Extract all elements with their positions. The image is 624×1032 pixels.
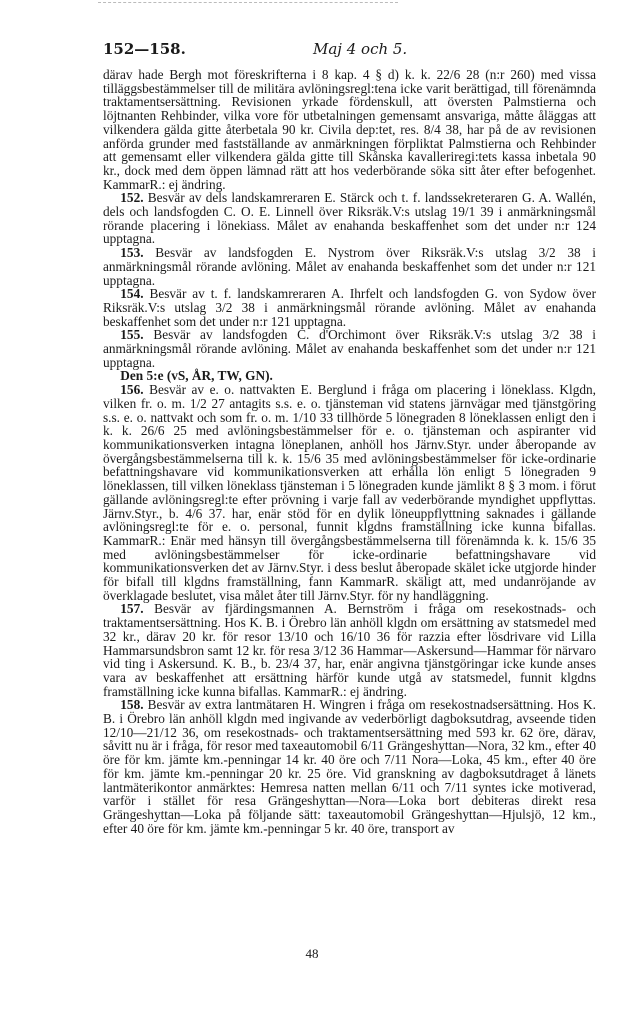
case-number: 155.: [120, 327, 144, 343]
case-paragraph: [103, 698, 596, 835]
continued-paragraph: [103, 68, 596, 191]
paragraph-text: därav hade Bergh mot föreskrifterna i 8 kap. 4 § d) k. k. 22/6 28 (n:r 260) med vissa tilläggsbestämmelser till de militära avlöningsregl:tena icke varit berättigad, till förenämnda traktamentsersättning. Revisionen yrkade fördenskull, att översten Palmstierna och löjtnanten Rehbinder, vilka vore för utbetalningen gemensamt ansvariga, måtte åläggas att vilkendera gälda gitte återbetala 90 kr. Civila dep:tet, res. 8/4 38, har på de av revisionen anförda grunder med fastställande av anmärkningen förpliktat Palmstierna och Rehbinder att gemensamt eller vilkendera gälda gitte till Skånska kavalleriregi:tets kassa inbetala 90 kr., dock med dem öppen lämnad rätt att hos vederbörande söka sitt åter efter befogenhet. KammarR.: ej ändring.: [103, 68, 596, 192]
paragraph-text: Besvär av landsfogden E. Nystrom över Riksräk.V:s utslag 3/2 38 i anmärkningsmål rörande avlöning. Målet av enahanda beskaffenhet som det under n:r 121 upptagna.: [103, 245, 596, 288]
paragraph-text: Besvär av t. f. landskamreraren A. Ihrfelt och landsfogden G. von Sydow över Riksräk.V:s utslag 3/2 38 i anmärkningsmål rörande avlöning. Målet av enahanda beskaffenhet som det under n:r 121 upptagna.: [103, 286, 596, 329]
paragraph-text: Besvär av e. o. nattvakten E. Berglund i fråga om placering i löneklass. Klgdn, vilken fr. o. m. 1/2 27 antagits s.s. e. o. tjänsteman vid statens järnvägar med tjänstgöring s.s. e. o. nattvakt och som fr. o. m. 1/10 33 tillhörde 5 lönegraden 8 löneklassen enligt den i k. k. 26/6 25 med avlöningsbestämmelser för e. o. tjänsteman och aspiranter vid kommunikationsverken intagna löneplanen, anhöll hos Järnv.Styr. under åberopande av övergångsbestämmelserna till k. k. 15/6 35 med avlöningsbestämmelser för icke-ordinarie befattningshavare vid kommunikationsverken att erhålla lön enligt 5 lönegraden 9 löneklassen, till vilken löneklass tjänsteman i 5 lönegraden kunde jämlikt 8 § 3 mom. i förut gällande avlöningsregl:te efter prövning i varje fall av vederbörande myndighet uppflyttas. Järnv.Styr., b. 4/6 37. har, enär stöd för en dylik löneuppflyttning saknades i gällande avlöningsregl:te för e. o. personal, funnit klgdns framställning icke kunna bifallas. KammarR.: Enär med hänsyn till övergångsbestämmelserna till förenämnda k. k. 15/6 35 med avlöningsbestämmelser för icke-ordinarie befattningshavare vid kommunikationsverken det av Järnv.Styr. i dess beslut åberopade skälet icke utgjorde hinder för bifall till klgdns framställning, fann KammarR. skäligt att, med undanröjande av överklagade beslutet, visa målet åter till Järnv.Styr. för ny handläggning.: [103, 382, 596, 603]
body-text: [103, 68, 596, 938]
case-number: 153.: [120, 245, 144, 261]
page-number: 48: [305, 946, 319, 961]
case-paragraph: [103, 383, 596, 602]
case-number: 154.: [120, 286, 144, 302]
header-date: Maj 4 och 5.: [313, 40, 408, 58]
case-paragraph: [103, 328, 596, 369]
paragraph-text: Besvär av extra lantmätaren H. Wingren i fråga om resekostnadsersättning. Hos K. B. i Örebro län anhöll klgdn med ingivande av vederbörligt dagboksutdrag, avseende tiden 12/10—21/12 36, om resekostnads- och traktamentsersättning med 593 kr. 62 öre, därav, såvitt nu är i fråga, för resor med taxeautomobil 6/11 Grängeshyttan—Nora, 32 km., efter 40 öre för km. jämte km.-penningar 14 kr. 40 öre och 7/11 Nora—Loka, 45 km., efter 40 öre för km. jämte km.-penningar 20 kr. 25 öre. Vid granskning av dagboksutdraget å länets lantmäterikontor anmärktes: Hemresa natten mellan 6/11 och 7/11 syntes icke motiverad, varför i stället för resa Grängeshyttan—Nora—Loka bort debiteras direkt resa Grängeshyttan—Loka på följande sätt: taxeautomobil Grängeshyttan—Hjulsjö, 12 km., efter 40 öre för km. jämte km.-penningar 5 kr. 40 öre, transport av: [103, 697, 596, 836]
case-paragraph: [103, 287, 596, 328]
paragraph-text: Besvär av landsfogden C. d'Orchimont över Riksräk.V:s utslag 3/2 38 i anmärkningsmål rörande avlöning. Målet av enahanda beskaffenhet som det under n:r 121 upptagna.: [103, 327, 596, 370]
case-paragraph: [103, 246, 596, 287]
case-number: Den 5:e: [120, 368, 164, 384]
top-edge-rule: [98, 2, 398, 3]
header-case-range: 152—158.: [103, 40, 186, 58]
paragraph-text: Besvär av fjärdingsmannen A. Bernström i fråga om resekostnads- och traktamentsersättning. Hos K. B. i Örebro län anhöll klgdn om ersättning av statsmedel med 32 kr., därav 20 kr. för resor 13/10 och 16/10 36 för razzia efter lösdrivare vid Lilla Hammarsundsbron samt 12 kr. för resa 3/12 36 Hammar—Askersund—Hammar för närvaro vid ting i Askersund. K. B., b. 23/4 37, har, enär angivna tjänstgöringar icke kunde anses vara av beskaffenhet att ersättning härför kunde utgå av statsmedel, funnit klgdns framställning icke kunna bifallas. KammarR.: ej ändring.: [103, 601, 596, 699]
case-number: 152.: [120, 190, 144, 206]
paragraph-text: (vS, ÅR, TW, GN).: [166, 368, 273, 384]
case-number: 158.: [120, 697, 144, 713]
case-number: 156.: [120, 382, 144, 398]
running-header: [103, 40, 603, 64]
case-paragraph: [103, 602, 596, 698]
paragraph-text: Besvär av dels landskamreraren E. Stärck och t. f. landssekreteraren G. A. Wallén, dels och landsfogden C. O. E. Linnell över Riksräk.V:s utslag 19/1 39 i anmärkningsmål rörande placering i lönekiass. Målet av enahanda beskaffenhet som det under n:r 124 upptagna.: [103, 190, 596, 247]
case-number: 157.: [120, 601, 144, 617]
case-paragraph: [103, 191, 596, 246]
section-heading: [103, 369, 596, 383]
